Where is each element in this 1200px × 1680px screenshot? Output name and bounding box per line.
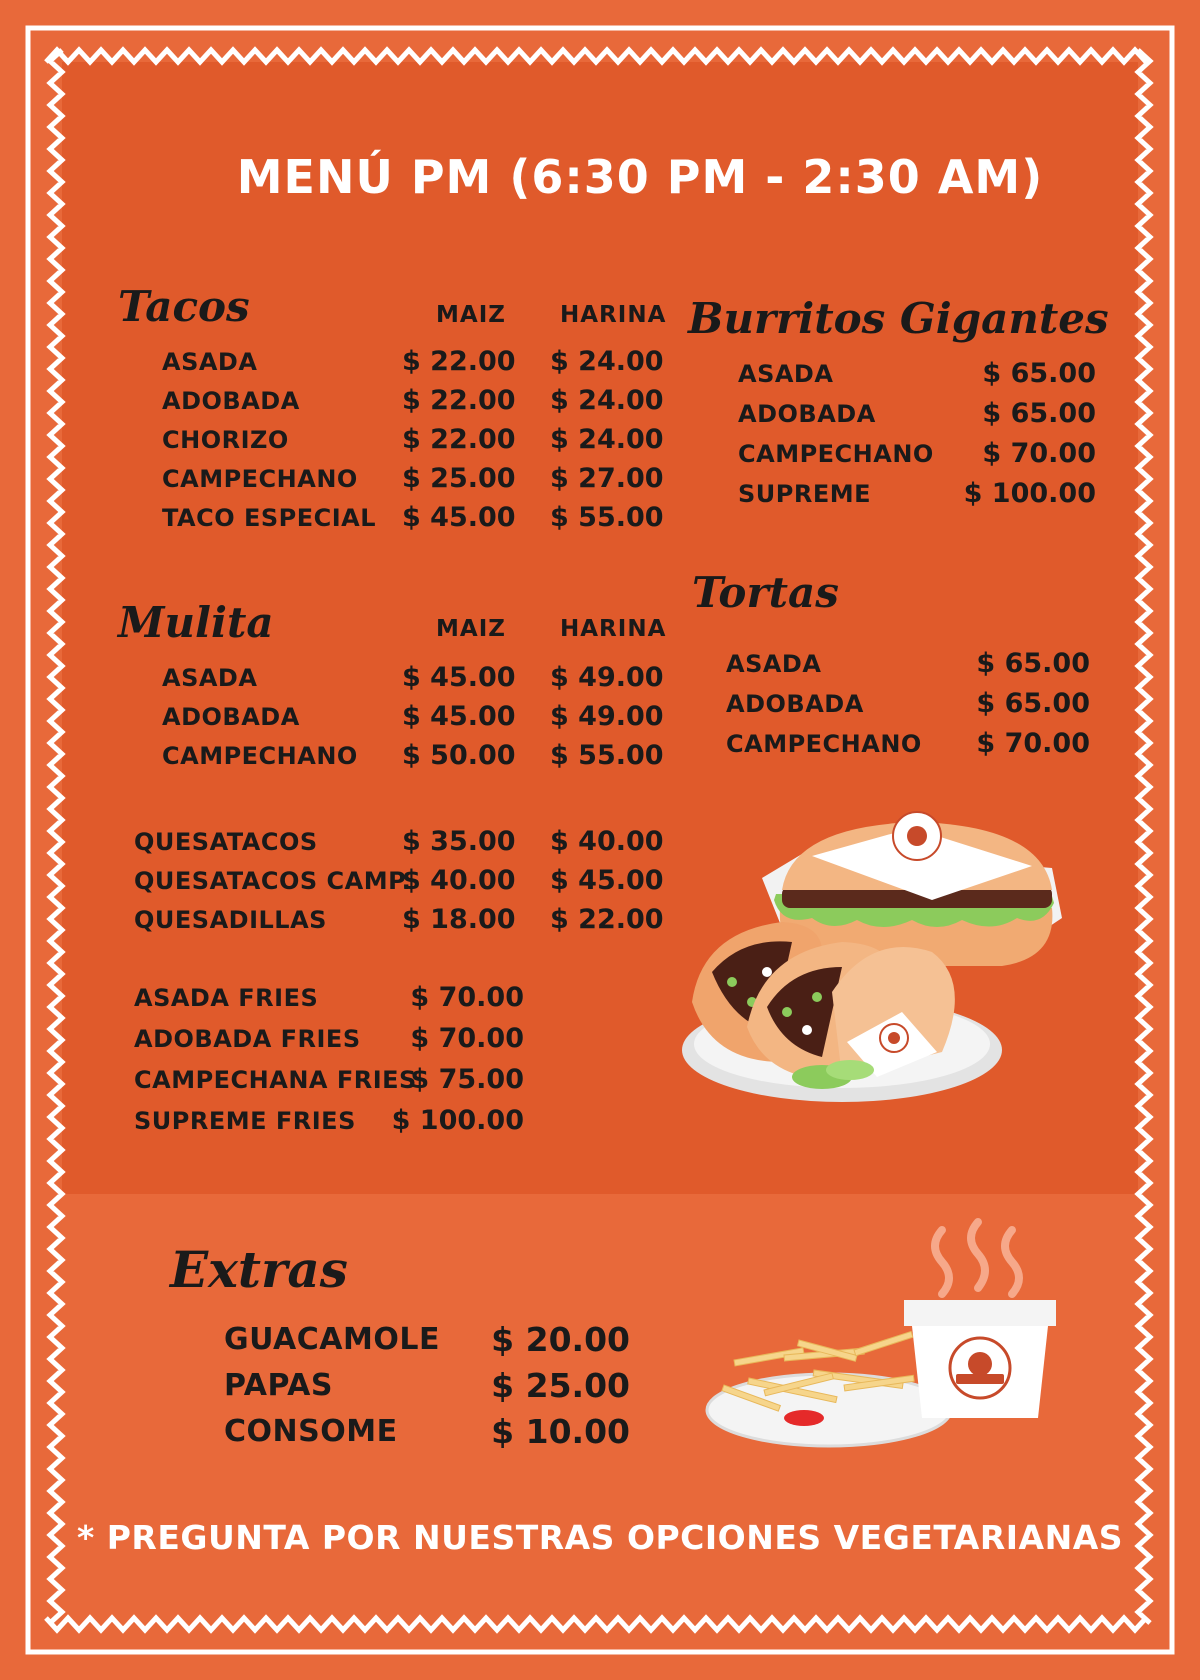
mulita-item-harina-price: $ 55.00 [550,740,664,771]
extras-heading: Extras [170,1240,348,1299]
mulita-item-maiz-price: $ 50.00 [402,740,516,771]
queso-item-harina-price: $ 45.00 [550,865,664,896]
tortas-item-price: $ 65.00 [976,688,1090,719]
tacos-item-maiz-price: $ 22.00 [402,424,516,455]
queso-item-harina-price: $ 22.00 [550,904,664,935]
tortas-item-price: $ 70.00 [976,728,1090,759]
mulita-item-maiz-price: $ 45.00 [402,701,516,732]
fries-item-price: $ 100.00 [391,1105,524,1136]
tacos-maiz-header: MAIZ [436,302,506,328]
extras-item-name: GUACAMOLE [224,1322,440,1357]
tacos-item-harina-price: $ 24.00 [550,385,664,416]
tacos-harina-header: HARINA [560,302,667,328]
mulita-item-harina-price: $ 49.00 [550,701,664,732]
tacos-heading: Tacos [118,282,250,331]
fries-item-name: ASADA FRIES [134,984,319,1012]
mulita-item-harina-price: $ 49.00 [550,662,664,693]
tortas-item-price: $ 65.00 [976,648,1090,679]
burritos-item-name: CAMPECHANO [738,440,934,468]
fries-item-price: $ 70.00 [410,982,524,1013]
tortas-item-name: ASADA [726,650,822,678]
mulita-item-name: ASADA [162,664,258,692]
fries-item-name: SUPREME FRIES [134,1107,356,1135]
tacos-item-harina-price: $ 27.00 [550,463,664,494]
queso-item-maiz-price: $ 18.00 [402,904,516,935]
tortas-heading: Tortas [692,568,839,617]
extras-item-name: CONSOME [224,1414,398,1449]
tacos-item-maiz-price: $ 45.00 [402,502,516,533]
tacos-item-name: TACO ESPECIAL [162,504,377,532]
extras-item-price: $ 25.00 [491,1366,630,1405]
tortas-item-name: CAMPECHANO [726,730,922,758]
burritos-item-name: ASADA [738,360,834,388]
fries-item-price: $ 75.00 [410,1064,524,1095]
extras-item-price: $ 20.00 [491,1320,630,1359]
tacos-item-name: CHORIZO [162,426,289,454]
tacos-item-maiz-price: $ 22.00 [402,346,516,377]
mulita-maiz-header: MAIZ [436,616,506,642]
tacos-item-harina-price: $ 24.00 [550,424,664,455]
tacos-item-maiz-price: $ 25.00 [402,463,516,494]
fries-item-name: ADOBADA FRIES [134,1025,361,1053]
queso-item-name: QUESATACOS CAMP. [134,867,412,895]
burritos-item-name: ADOBADA [738,400,876,428]
tacos-item-name: ADOBADA [162,387,300,415]
mulita-harina-header: HARINA [560,616,667,642]
queso-item-maiz-price: $ 40.00 [402,865,516,896]
fries-item-price: $ 70.00 [410,1023,524,1054]
tacos-item-name: CAMPECHANO [162,465,358,493]
burritos-heading: Burritos Gigantes [688,294,1109,343]
mulita-heading: Mulita [118,598,274,647]
burritos-item-price: $ 70.00 [982,438,1096,469]
tacos-plate-illustration [672,912,1012,1112]
extras-item-name: PAPAS [224,1368,334,1403]
mulita-item-maiz-price: $ 45.00 [402,662,516,693]
tacos-item-harina-price: $ 55.00 [550,502,664,533]
mulita-item-name: ADOBADA [162,703,300,731]
burritos-item-price: $ 65.00 [982,398,1096,429]
vegetarian-note: * PREGUNTA POR NUESTRAS OPCIONES VEGETARIANAS [77,1518,1123,1557]
tacos-item-name: ASADA [162,348,258,376]
queso-item-harina-price: $ 40.00 [550,826,664,857]
page-title: MENÚ PM (6:30 PM - 2:30 AM) [236,150,1044,204]
queso-item-name: QUESADILLAS [134,906,327,934]
burritos-item-name: SUPREME [738,480,872,508]
mulita-item-name: CAMPECHANO [162,742,358,770]
fries-item-name: CAMPECHANA FRIES [134,1066,417,1094]
burritos-item-price: $ 100.00 [963,478,1096,509]
tortas-item-name: ADOBADA [726,690,864,718]
queso-item-name: QUESATACOS [134,828,318,856]
queso-item-maiz-price: $ 35.00 [402,826,516,857]
extras-item-price: $ 10.00 [491,1412,630,1451]
tacos-item-harina-price: $ 24.00 [550,346,664,377]
burritos-item-price: $ 65.00 [982,358,1096,389]
consome-cup-illustration [900,1218,1060,1428]
tacos-item-maiz-price: $ 22.00 [402,385,516,416]
